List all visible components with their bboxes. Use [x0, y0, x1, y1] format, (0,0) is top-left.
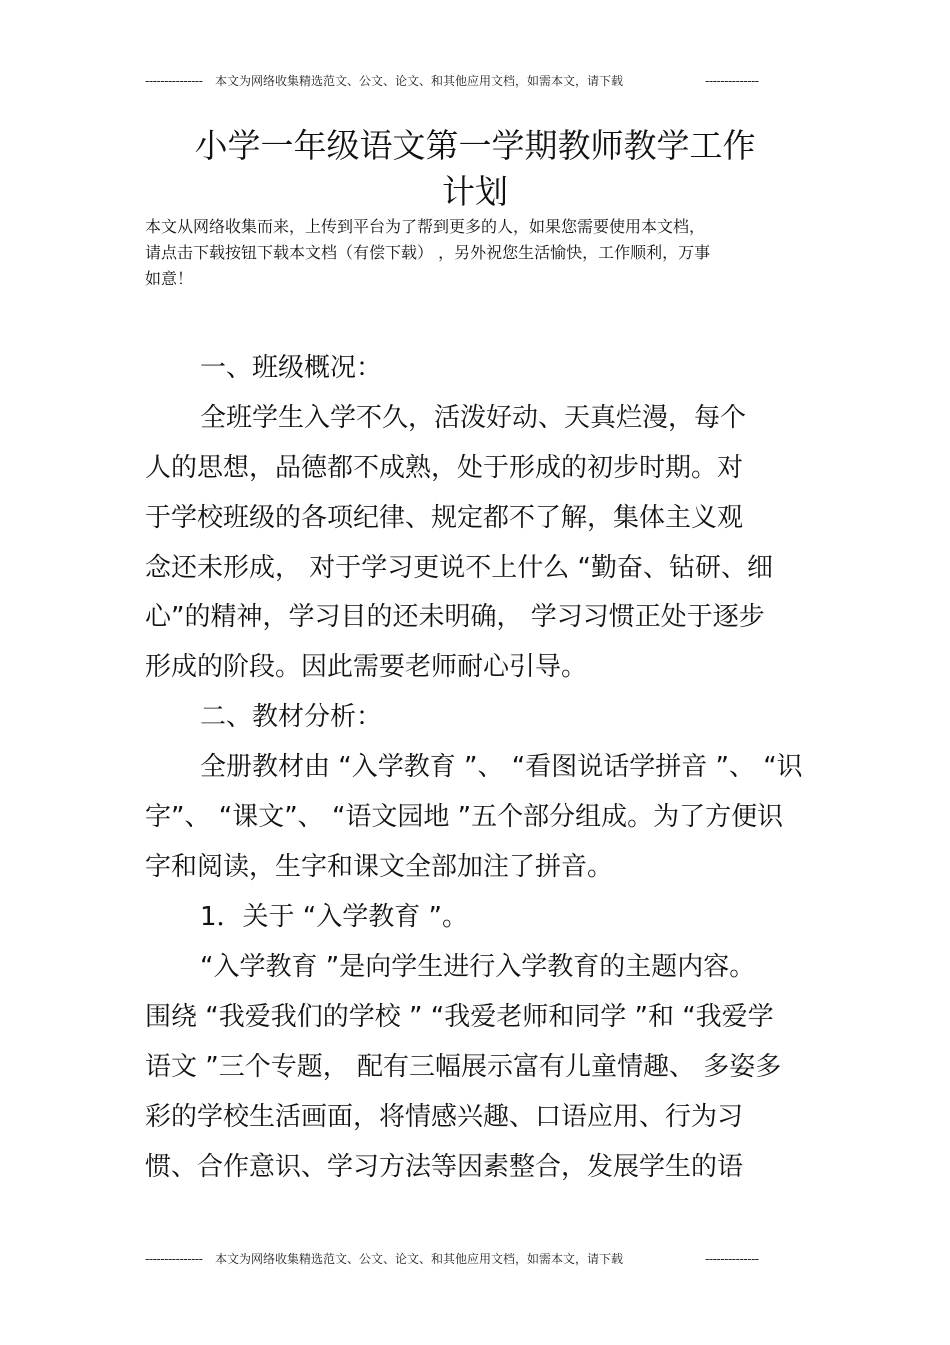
body-line: 惯、合作意识、学习方法等因素整合，发展学生的语	[145, 1152, 744, 1182]
section-heading-class-overview: 一、班级概况：	[200, 353, 383, 383]
body-line: 字和阅读，生字和课文全部加注了拼音。	[145, 852, 614, 882]
body-line: 字”、 “课文”、 “语文园地 ”五个部分组成。为了方便识	[145, 802, 784, 832]
disclaimer-line-2: 请点击下载按钮下载本文档（有偿下载） ，另外祝您生活愉快，工作顺利，万事	[145, 243, 711, 262]
body-line: 形成的阶段。因此需要老师耐心引导。	[145, 652, 588, 682]
disclaimer-line-1: 本文从网络收集而来，上传到平台为了帮到更多的人，如果您需要使用本文档，	[145, 217, 706, 236]
body-line: 语文 ”三个专题， 配有三幅展示富有儿童情趣、 多姿多	[145, 1052, 782, 1082]
body-line: 彩的学校生活画面，将情感兴趣、口语应用、行为习	[145, 1102, 744, 1132]
footer-dashes-right: --------------	[705, 1252, 759, 1266]
body-line: 围绕 “我爱我们的学校 ” “我爱老师和同学 ”和 “我爱学	[145, 1002, 774, 1032]
footer-dashes-left: ---------------	[145, 1252, 203, 1266]
body-line: “入学教育 ”是向学生进行入学教育的主题内容。	[200, 952, 756, 982]
body-line: 全班学生入学不久，活泼好动、天真烂漫，每个	[200, 403, 747, 433]
header-dashes-left: ---------------	[145, 74, 203, 88]
body-line: 于学校班级的各项纪律、规定都不了解，集体主义观	[145, 503, 744, 533]
document-title-line-1: 小学一年级语文第一学期教师教学工作	[194, 126, 756, 165]
page-header	[145, 71, 785, 91]
body-line: 心”的精神，学习目的还未明确， 学习习惯正处于逐步	[145, 602, 765, 632]
disclaimer-line-3: 如意！	[145, 269, 194, 288]
body-line: 念还未形成， 对于学习更说不上什么 “勤奋、钻研、细	[145, 553, 773, 583]
header-dashes-right: --------------	[705, 74, 759, 88]
section-heading-textbook-analysis: 二、教材分析：	[200, 702, 383, 732]
subsection-heading-entrance-education: 1．关于 “入学教育 ”。	[200, 902, 469, 932]
body-line: 全册教材由 “入学教育 ”、 “看图说话学拼音 ”、 “识	[200, 752, 803, 782]
footer-text: 本文为网络收集精选范文、公文、论文、和其他应用文档，如需本文，请下载	[215, 1252, 624, 1266]
body-line: 人的思想，品德都不成熟，处于形成的初步时期。对	[145, 453, 744, 483]
header-text: 本文为网络收集精选范文、公文、论文、和其他应用文档，如需本文，请下载	[215, 74, 624, 88]
page-footer	[145, 1249, 785, 1269]
document-title-line-2: 计划	[442, 172, 508, 211]
